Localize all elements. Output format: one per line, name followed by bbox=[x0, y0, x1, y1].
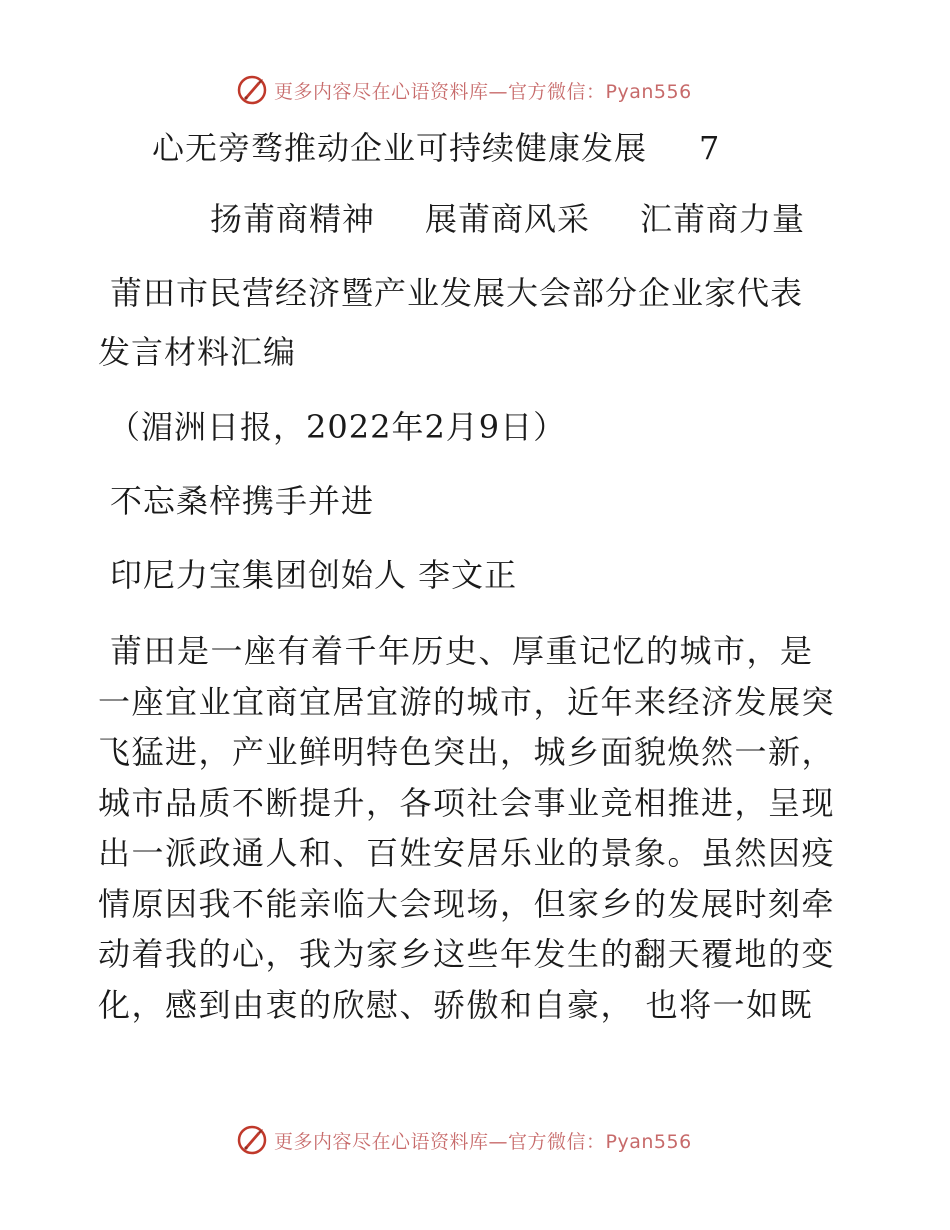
header-title: 心无旁骛推动企业可持续健康发展 bbox=[152, 129, 648, 167]
body-line: 一座宜业宜商宜居宜游的城市，近年来经济发展突 bbox=[98, 682, 836, 721]
slogan-line bbox=[210, 199, 805, 239]
watermark-text: 更多内容尽在心语资料库—官方微信：Pyan556 bbox=[274, 1130, 692, 1153]
body-line: 动着我的心，我为家乡这些年发生的翻天覆地的变 bbox=[98, 935, 836, 973]
source-citation: （湄洲日报，2022年2月9日） bbox=[108, 408, 567, 446]
body-line: 莆田是一座有着千年历史、厚重记忆的城市，是 bbox=[110, 632, 814, 670]
body-line: 城市品质不断提升，各项社会事业竞相推进，呈现 bbox=[98, 783, 836, 822]
quill-logo-icon bbox=[236, 1124, 268, 1156]
watermark-text: 更多内容尽在心语资料库—官方微信：Pyan556 bbox=[274, 80, 692, 103]
watermark-bottom bbox=[236, 1123, 692, 1157]
slogan-part: 扬莆商精神 bbox=[210, 200, 376, 238]
body-paragraph bbox=[98, 626, 858, 1030]
body-line: 化，感到由衷的欣慰、骄傲和自豪， 也将一如既 bbox=[98, 985, 814, 1024]
slogan-part: 展莆商风采 bbox=[425, 200, 591, 238]
heading-line-2: 发言材料汇编 bbox=[98, 333, 297, 371]
body-line: 情原因我不能亲临大会现场，但家乡的发展时刻牵 bbox=[98, 884, 836, 923]
quill-logo-icon bbox=[236, 74, 268, 106]
watermark-top bbox=[236, 73, 692, 107]
header-page-ref: 7 bbox=[699, 129, 721, 167]
document-header bbox=[152, 128, 720, 168]
body-line: 飞猛进，产业鲜明特色突出，城乡面貌焕然一新， bbox=[98, 733, 836, 771]
article-author: 印尼力宝集团创始人 李文正 bbox=[110, 556, 518, 594]
body-line: 出一派政通人和、百姓安居乐业的景象。虽然因疫 bbox=[98, 834, 836, 872]
heading-line-1: 莆田市民营经济暨产业发展大会部分企业家代表 bbox=[110, 274, 804, 312]
article-title: 不忘桑梓携手并进 bbox=[110, 482, 375, 520]
slogan-part: 汇莆商力量 bbox=[640, 200, 806, 238]
